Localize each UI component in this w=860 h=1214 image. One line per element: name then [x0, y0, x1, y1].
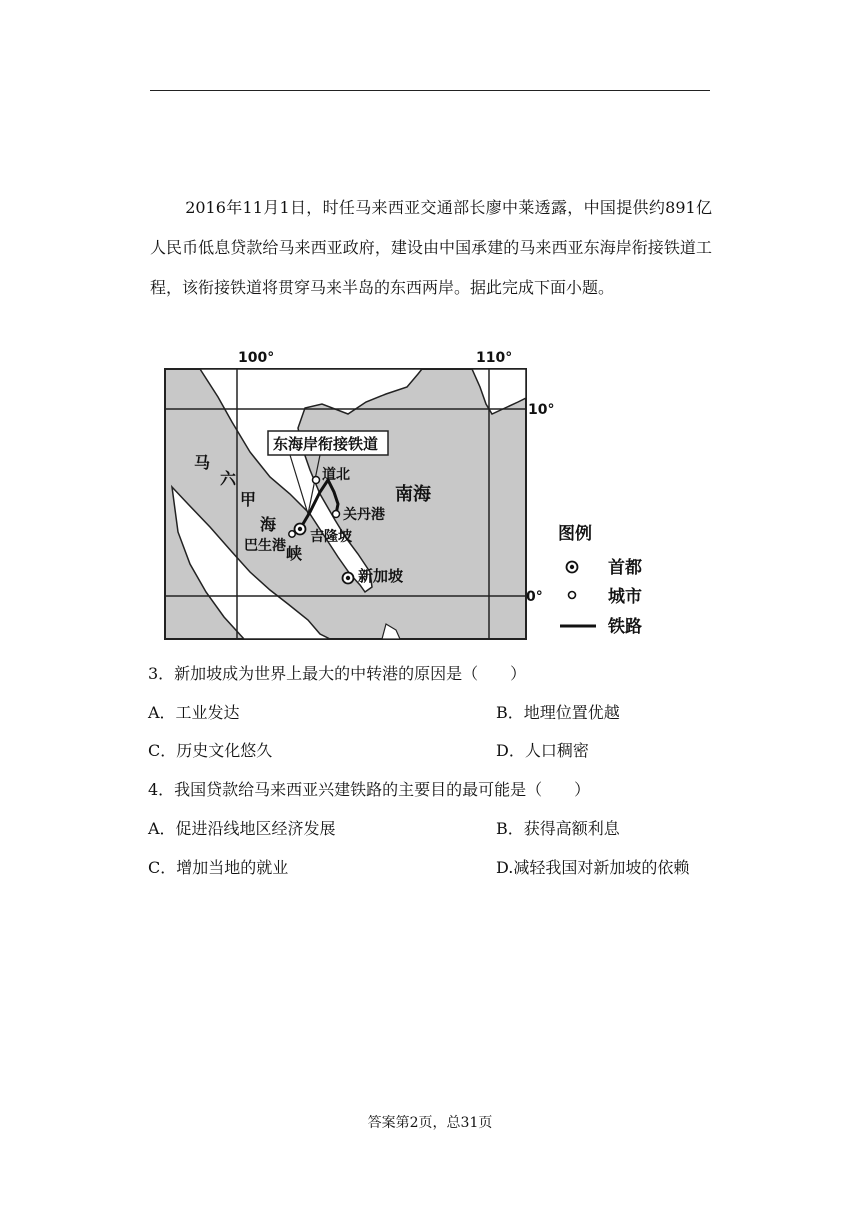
q4-option-b: B．获得高额利息: [496, 819, 620, 838]
q3-option-a: A．工业发达: [148, 703, 240, 722]
city-singapore-label: 新加坡: [358, 567, 404, 585]
q3-option-b: B．地理位置优越: [496, 703, 620, 722]
strait-char: 海: [260, 515, 277, 534]
q4-option-c: C．增加当地的就业: [148, 858, 289, 877]
header-rule: [150, 90, 710, 91]
capital-dot: [298, 527, 302, 531]
intro-paragraph: 2016年11月1日，时任马来西亚交通部长廖中莱透露，中国提供约891亿人民币低息贷款给马来西亚政府，建设由中国承建的马来西亚东海岸衔接铁道工程，该衔接铁道将贯穿马来半岛的东西两岸。据此完成下面小题。: [150, 198, 712, 297]
strait-char: 马: [194, 453, 211, 472]
legend-title: 图例: [558, 524, 592, 544]
lon-110-label: 110°: [476, 350, 513, 366]
question-3-stem: 3．新加坡成为世界上最大的中转港的原因是（ ）: [148, 664, 527, 683]
city-bashen-marker: [289, 531, 295, 537]
lon-100-label: 100°: [238, 350, 275, 366]
city-kualalumpur-label: 吉隆坡: [310, 529, 352, 545]
strait-char: 峡: [286, 544, 303, 563]
city-guandan-marker: [333, 511, 340, 518]
q3-option-d: D．人口稠密: [496, 741, 589, 760]
strait-char: 甲: [240, 490, 257, 509]
city-daobei-label: 道北: [322, 467, 350, 483]
railway-label: 东海岸衔接铁道: [273, 435, 379, 453]
legend-city-label: 城市: [608, 587, 642, 607]
malay-peninsula-map: [160, 342, 660, 642]
capital-dot: [346, 576, 350, 580]
legend-capital-dot: [570, 565, 574, 569]
lat-0-label: 0°: [526, 589, 543, 605]
legend-city-marker: [569, 592, 576, 599]
strait-char: 六: [220, 469, 237, 488]
question-4-stem: 4．我国贷款给马来西亚兴建铁路的主要目的最可能是（ ）: [148, 780, 591, 799]
page-footer: 答案第2页，总31页: [367, 1115, 493, 1131]
legend-capital-label: 首都: [608, 558, 642, 578]
q4-option-a: A．促进沿线地区经济发展: [148, 819, 336, 838]
city-bashen-label: 巴生港: [244, 538, 286, 554]
q4-option-d: D.减轻我国对新加坡的依赖: [496, 858, 690, 877]
lat-10-label: 10°: [528, 402, 555, 418]
south-sea-label: 南海: [395, 484, 431, 505]
city-daobei-marker: [313, 477, 320, 484]
q3-option-c: C．历史文化悠久: [148, 741, 273, 760]
legend-railway-label: 铁路: [608, 617, 642, 637]
city-guandan-label: 关丹港: [343, 507, 385, 523]
